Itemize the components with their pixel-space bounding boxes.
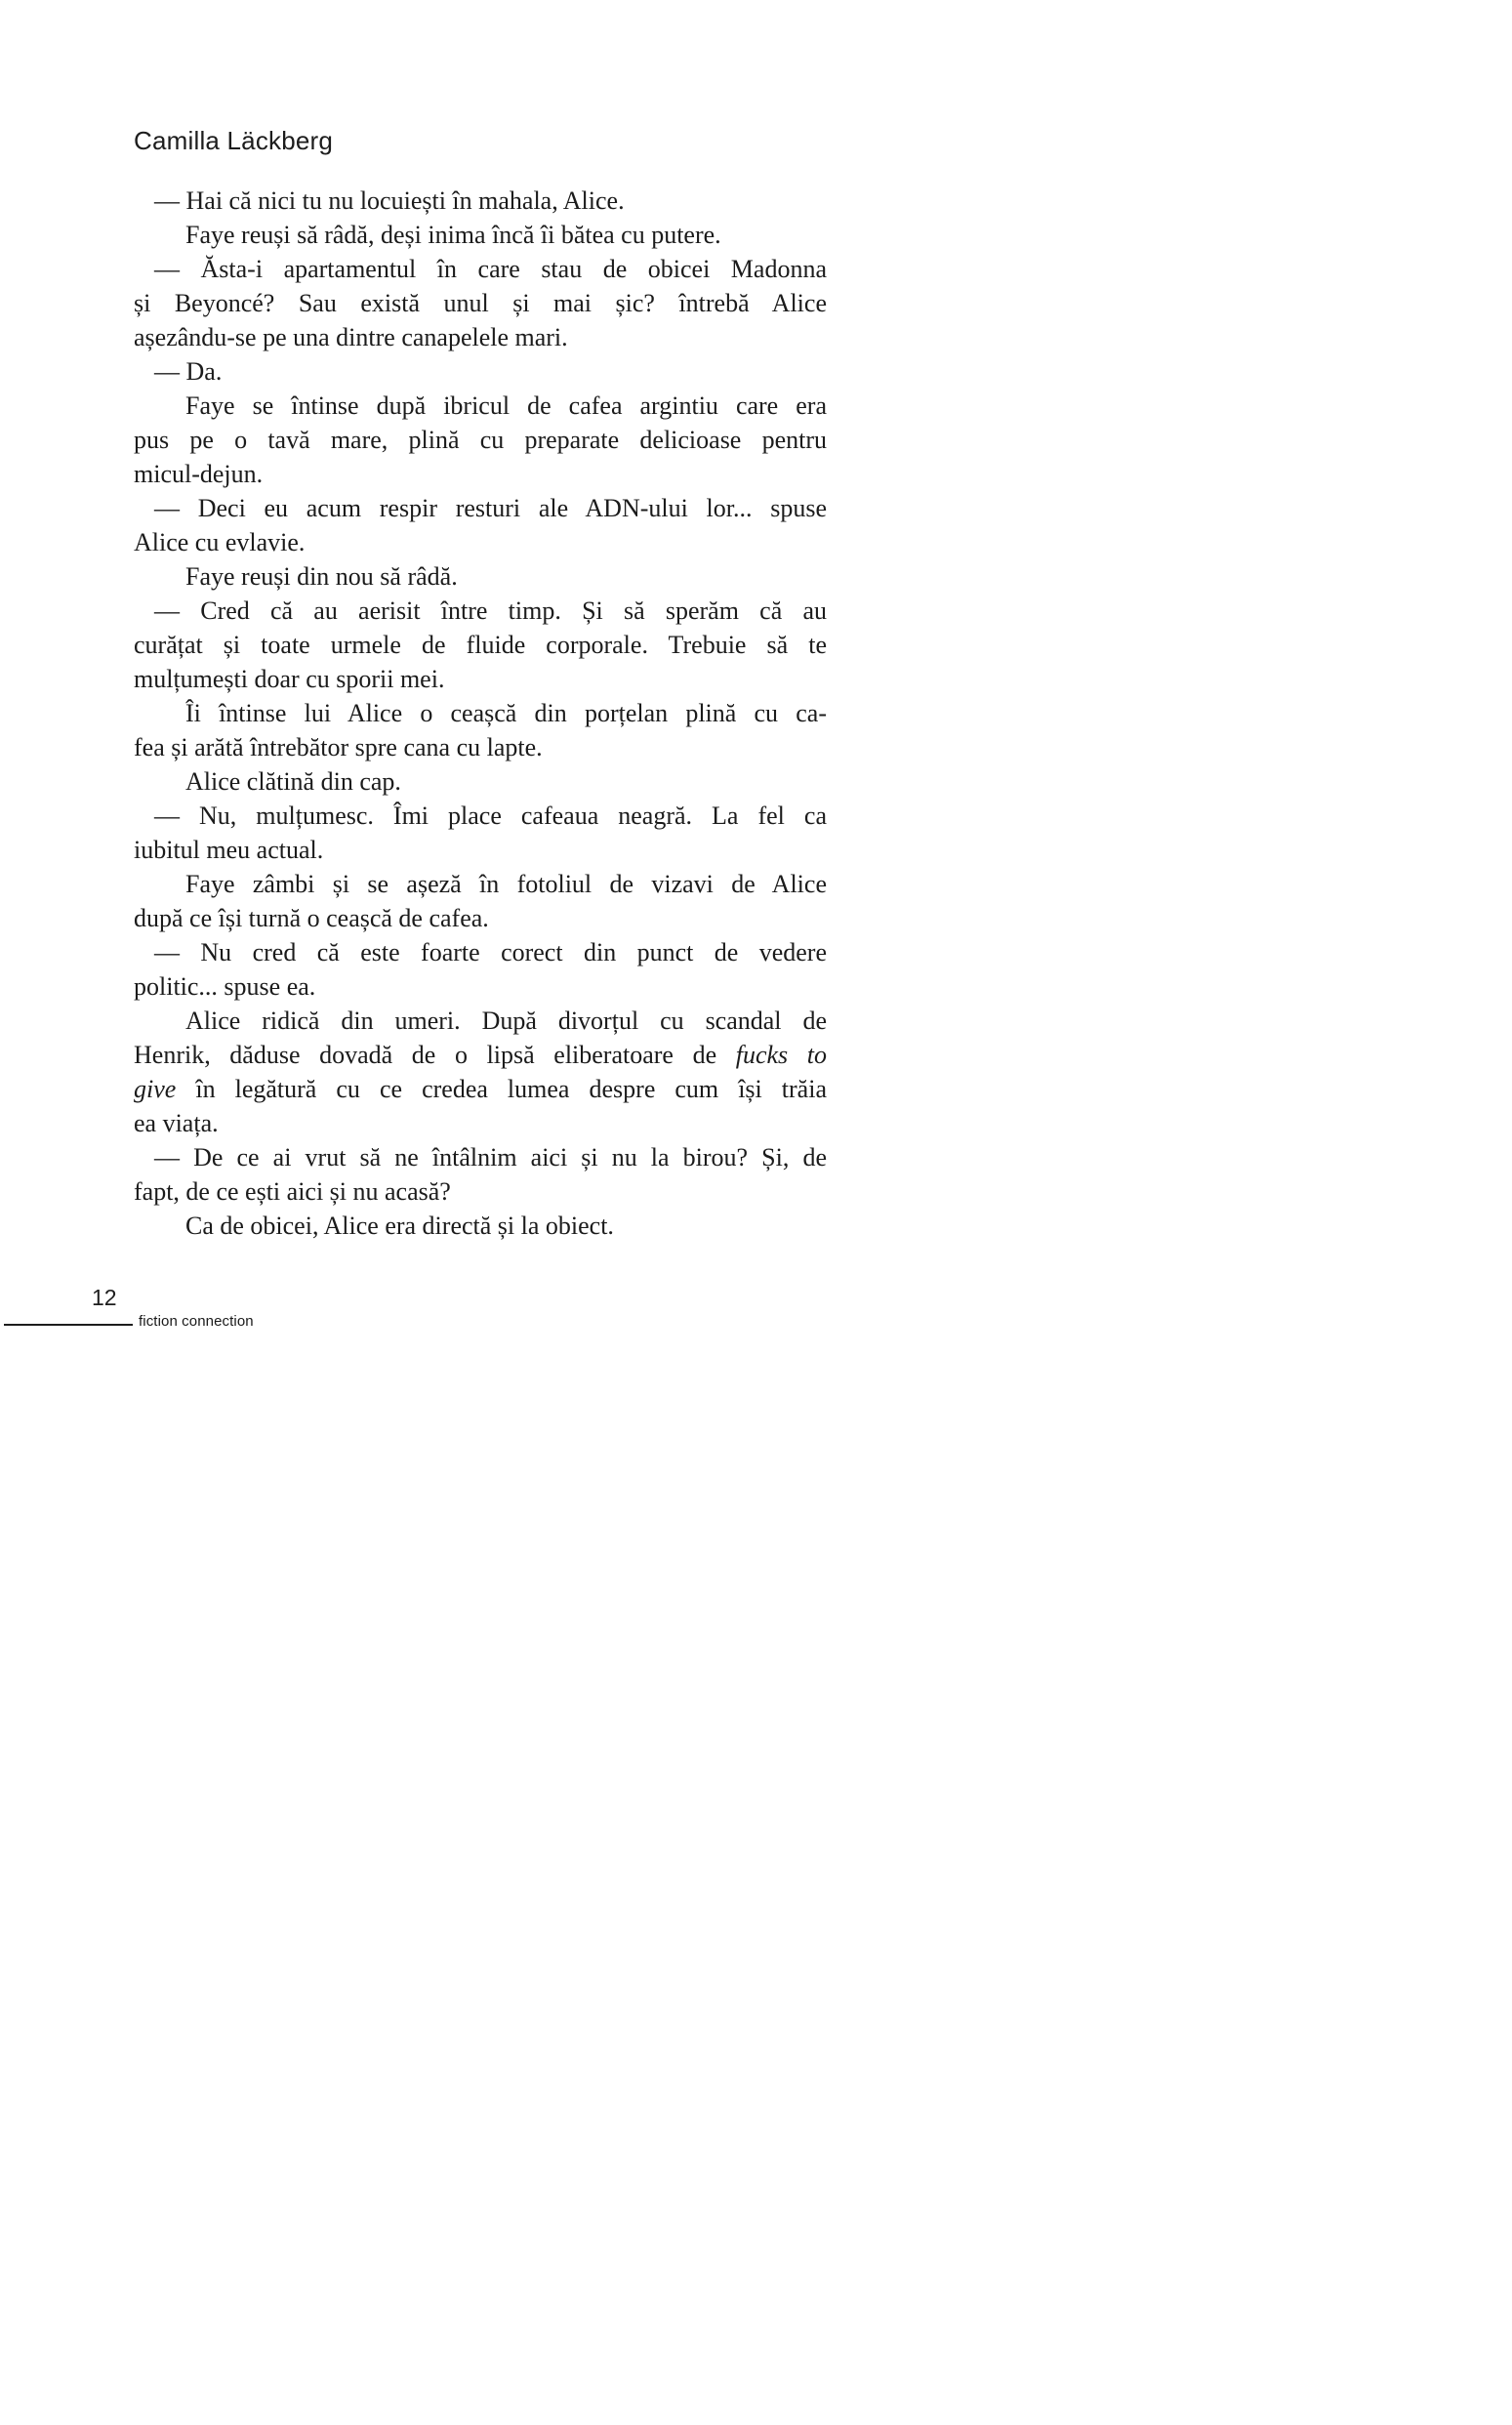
running-header-author: Camilla Läckberg: [134, 126, 334, 155]
paragraph: [134, 389, 827, 491]
text-line: Îi întinse lui Alice o ceașcă din porțelan plină cu ca-: [185, 699, 827, 727]
paragraph: [134, 594, 827, 696]
text-line: Alice clătină din cap.: [185, 767, 401, 796]
imprint-logo: fiction connection: [139, 1313, 254, 1330]
paragraph: [134, 218, 827, 252]
text-line: iubitul meu actual.: [134, 836, 324, 864]
paragraph: [134, 354, 827, 389]
text-line: — De ce ai vrut să ne întâlnim aici și nu la birou? Și, de: [154, 1143, 827, 1171]
paragraph: [134, 1140, 827, 1209]
text-line: așezându-se pe una dintre canapelele mari.: [134, 323, 568, 351]
page-body: [134, 184, 827, 1243]
text-line: — Cred că au aerisit între timp. Și să sperăm că au: [154, 596, 827, 625]
paragraph: [134, 184, 827, 218]
paragraph: [134, 559, 827, 594]
text-line: — Da.: [154, 357, 223, 386]
text-line: — Nu cred că este foarte corect din punct de vedere: [154, 938, 827, 966]
text-line: Alice ridică din umeri. După divorțul cu scandal de: [185, 1007, 827, 1035]
text-line: curățat și toate urmele de fluide corporale. Trebuie să te: [134, 631, 827, 659]
text-line: mulțumești doar cu sporii mei.: [134, 665, 445, 693]
page-number: 12: [92, 1285, 117, 1310]
text-line: Alice cu evlavie.: [134, 528, 306, 556]
footer-rule: [4, 1324, 133, 1326]
text-line: micul-dejun.: [134, 460, 264, 488]
paragraph: [134, 491, 827, 559]
text-line: Faye reuși din nou să râdă.: [185, 562, 458, 591]
text-line: — Hai că nici tu nu locuiești în mahala, Alice.: [154, 186, 625, 215]
paragraph: [134, 1004, 827, 1140]
text-line: Faye reuși să râdă, deși inima încă îi bătea cu putere.: [185, 221, 721, 249]
text-line: fea și arătă întrebător spre cana cu lapte.: [134, 733, 543, 761]
text-line: — Ăsta-i apartamentul în care stau de obicei Madonna: [154, 255, 827, 283]
text-line: Ca de obicei, Alice era directă și la obiect.: [185, 1212, 614, 1240]
text-line: pus pe o tavă mare, plină cu preparate delicioase pentru: [134, 426, 827, 454]
text-line: politic... spuse ea.: [134, 972, 316, 1001]
text-line: Henrik, dăduse dovadă de o lipsă eliberatoare de fucks to: [134, 1041, 827, 1069]
text-line: Faye se întinse după ibricul de cafea argintiu care era: [185, 391, 827, 420]
text-line: fapt, de ce ești aici și nu acasă?: [134, 1177, 451, 1206]
paragraph: [134, 935, 827, 1004]
paragraph: [134, 252, 827, 354]
text-line: give în legătură cu ce credea lumea despre cum își trăia: [134, 1075, 827, 1103]
text-line: Faye zâmbi și se așeză în fotoliul de vizavi de Alice: [185, 870, 827, 898]
text-line: — Deci eu acum respir resturi ale ADN-ului lor... spuse: [154, 494, 827, 522]
paragraph: [134, 799, 827, 867]
text-line: după ce își turnă o ceașcă de cafea.: [134, 904, 489, 932]
paragraph: [134, 696, 827, 764]
text-line: și Beyoncé? Sau există unul și mai șic? întrebă Alice: [134, 289, 827, 317]
paragraph: [134, 764, 827, 799]
paragraph: [134, 1209, 827, 1243]
text-line: ea viața.: [134, 1109, 219, 1137]
text-line: — Nu, mulțumesc. Îmi place cafeaua neagră. La fel ca: [154, 801, 827, 830]
paragraph: [134, 867, 827, 935]
